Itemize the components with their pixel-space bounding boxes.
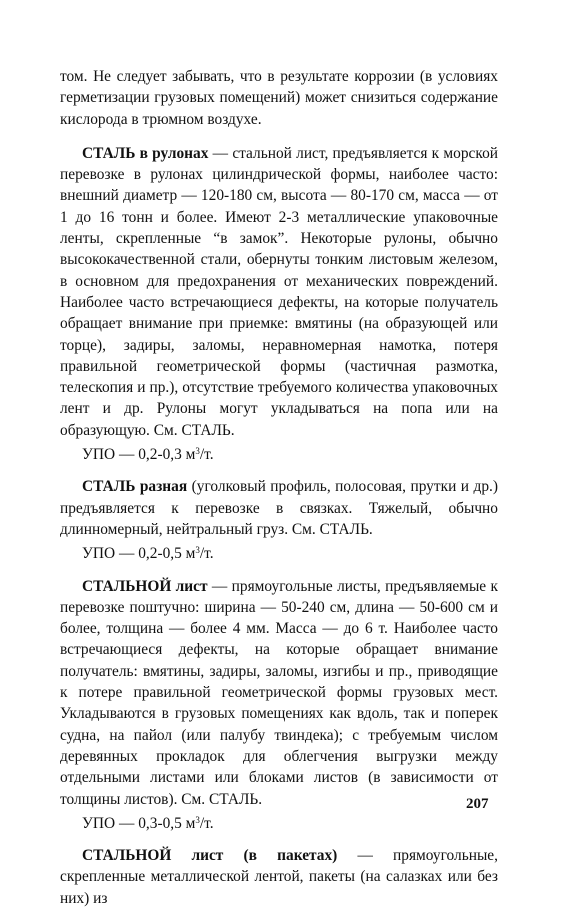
entry-text: — прямоугольные, скрепленные металлической лентой, пакеты (на салазках или без них) из (60, 847, 498, 907)
page-text (60, 66, 498, 909)
entry-term: СТАЛЬНОЙ лист (в пакетах) (82, 847, 338, 865)
entry-steel-rolls (60, 143, 498, 441)
entry-term: СТАЛЬНОЙ лист (82, 577, 208, 595)
entry-text: (уголковый профиль, полосовая, прутки и др.) предъявляется к перевозке в связках. Тяжелый, обычно длинномерный, нейтральный груз. См. СТАЛЬ. (60, 478, 498, 538)
upo-line: УПО — 0,2-0,5 $м^3/т$. (82, 545, 214, 563)
page-number: 207 (466, 796, 489, 812)
entry-text: — прямоугольные листы, предъявляемые к перевозке поштучно: ширина — 50-240 см, длина — 50-600 см и более, толщина — более 4 мм. Масса — до 6 т. Наиболее часто встречающиеся дефекты, на которые обращает внимание получатель: вмятины, задиры, заломы, изгибы и пр., приводящие к потере правильной геометрической формы грузовых мест. Укладываются в грузовых помещениях как вдоль, так и поперек судна, на пайол (или палубу твиндека); с требуемым числом деревянных прокладок для облегчения выгрузки между отдельными листами или блоками листов (в зависимости от толщины листов). См. СТАЛЬ. (60, 577, 498, 808)
entry-term: СТАЛЬ разная (82, 478, 188, 496)
entry-text: — стальной лист, предъявляется к морской перевозке в рулонах цилиндрической формы, наиболее часто: внешний диаметр — 120-180 см, высота — 80-170 см, масса — от 1 до 16 тонн и более. Имеют 2-3 металлические упаковочные ленты, скрепленные “в замок”. Некоторые рулоны, обычно высококачественной стали, обернуты тонким листовым железом, в основном для предохранения от механических повреждений. Наиболее часто встречающиеся дефекты, на которые получатель обращает внимание при приемке: вмятины (на образующей или торце), задиры, заломы, неравномерная намотка, потеря правильной геометрической формы (частичная размотка, телескопия и пр.), отсутствие требуемого количества упаковочных лент и др. Рулоны могут укладываться на попа или на образующую. См. СТАЛЬ. (60, 144, 498, 439)
intro-paragraph: том. Не следует забывать, что в результате коррозии (в условиях герметизации грузовых помещений) может снизиться содержание кислорода в трюмном воздухе. (60, 68, 498, 128)
upo-line: УПО — 0,3-0,5 $м^3/т$. (82, 814, 214, 832)
entry-steel-sheet-packets (60, 845, 498, 909)
entry-term: СТАЛЬ в рулонах (82, 144, 209, 162)
upo-line: УПО — 0,2-0,3 $м^3/т$. (82, 446, 214, 464)
entry-steel-sheet (60, 576, 498, 810)
entry-steel-various (60, 476, 498, 540)
